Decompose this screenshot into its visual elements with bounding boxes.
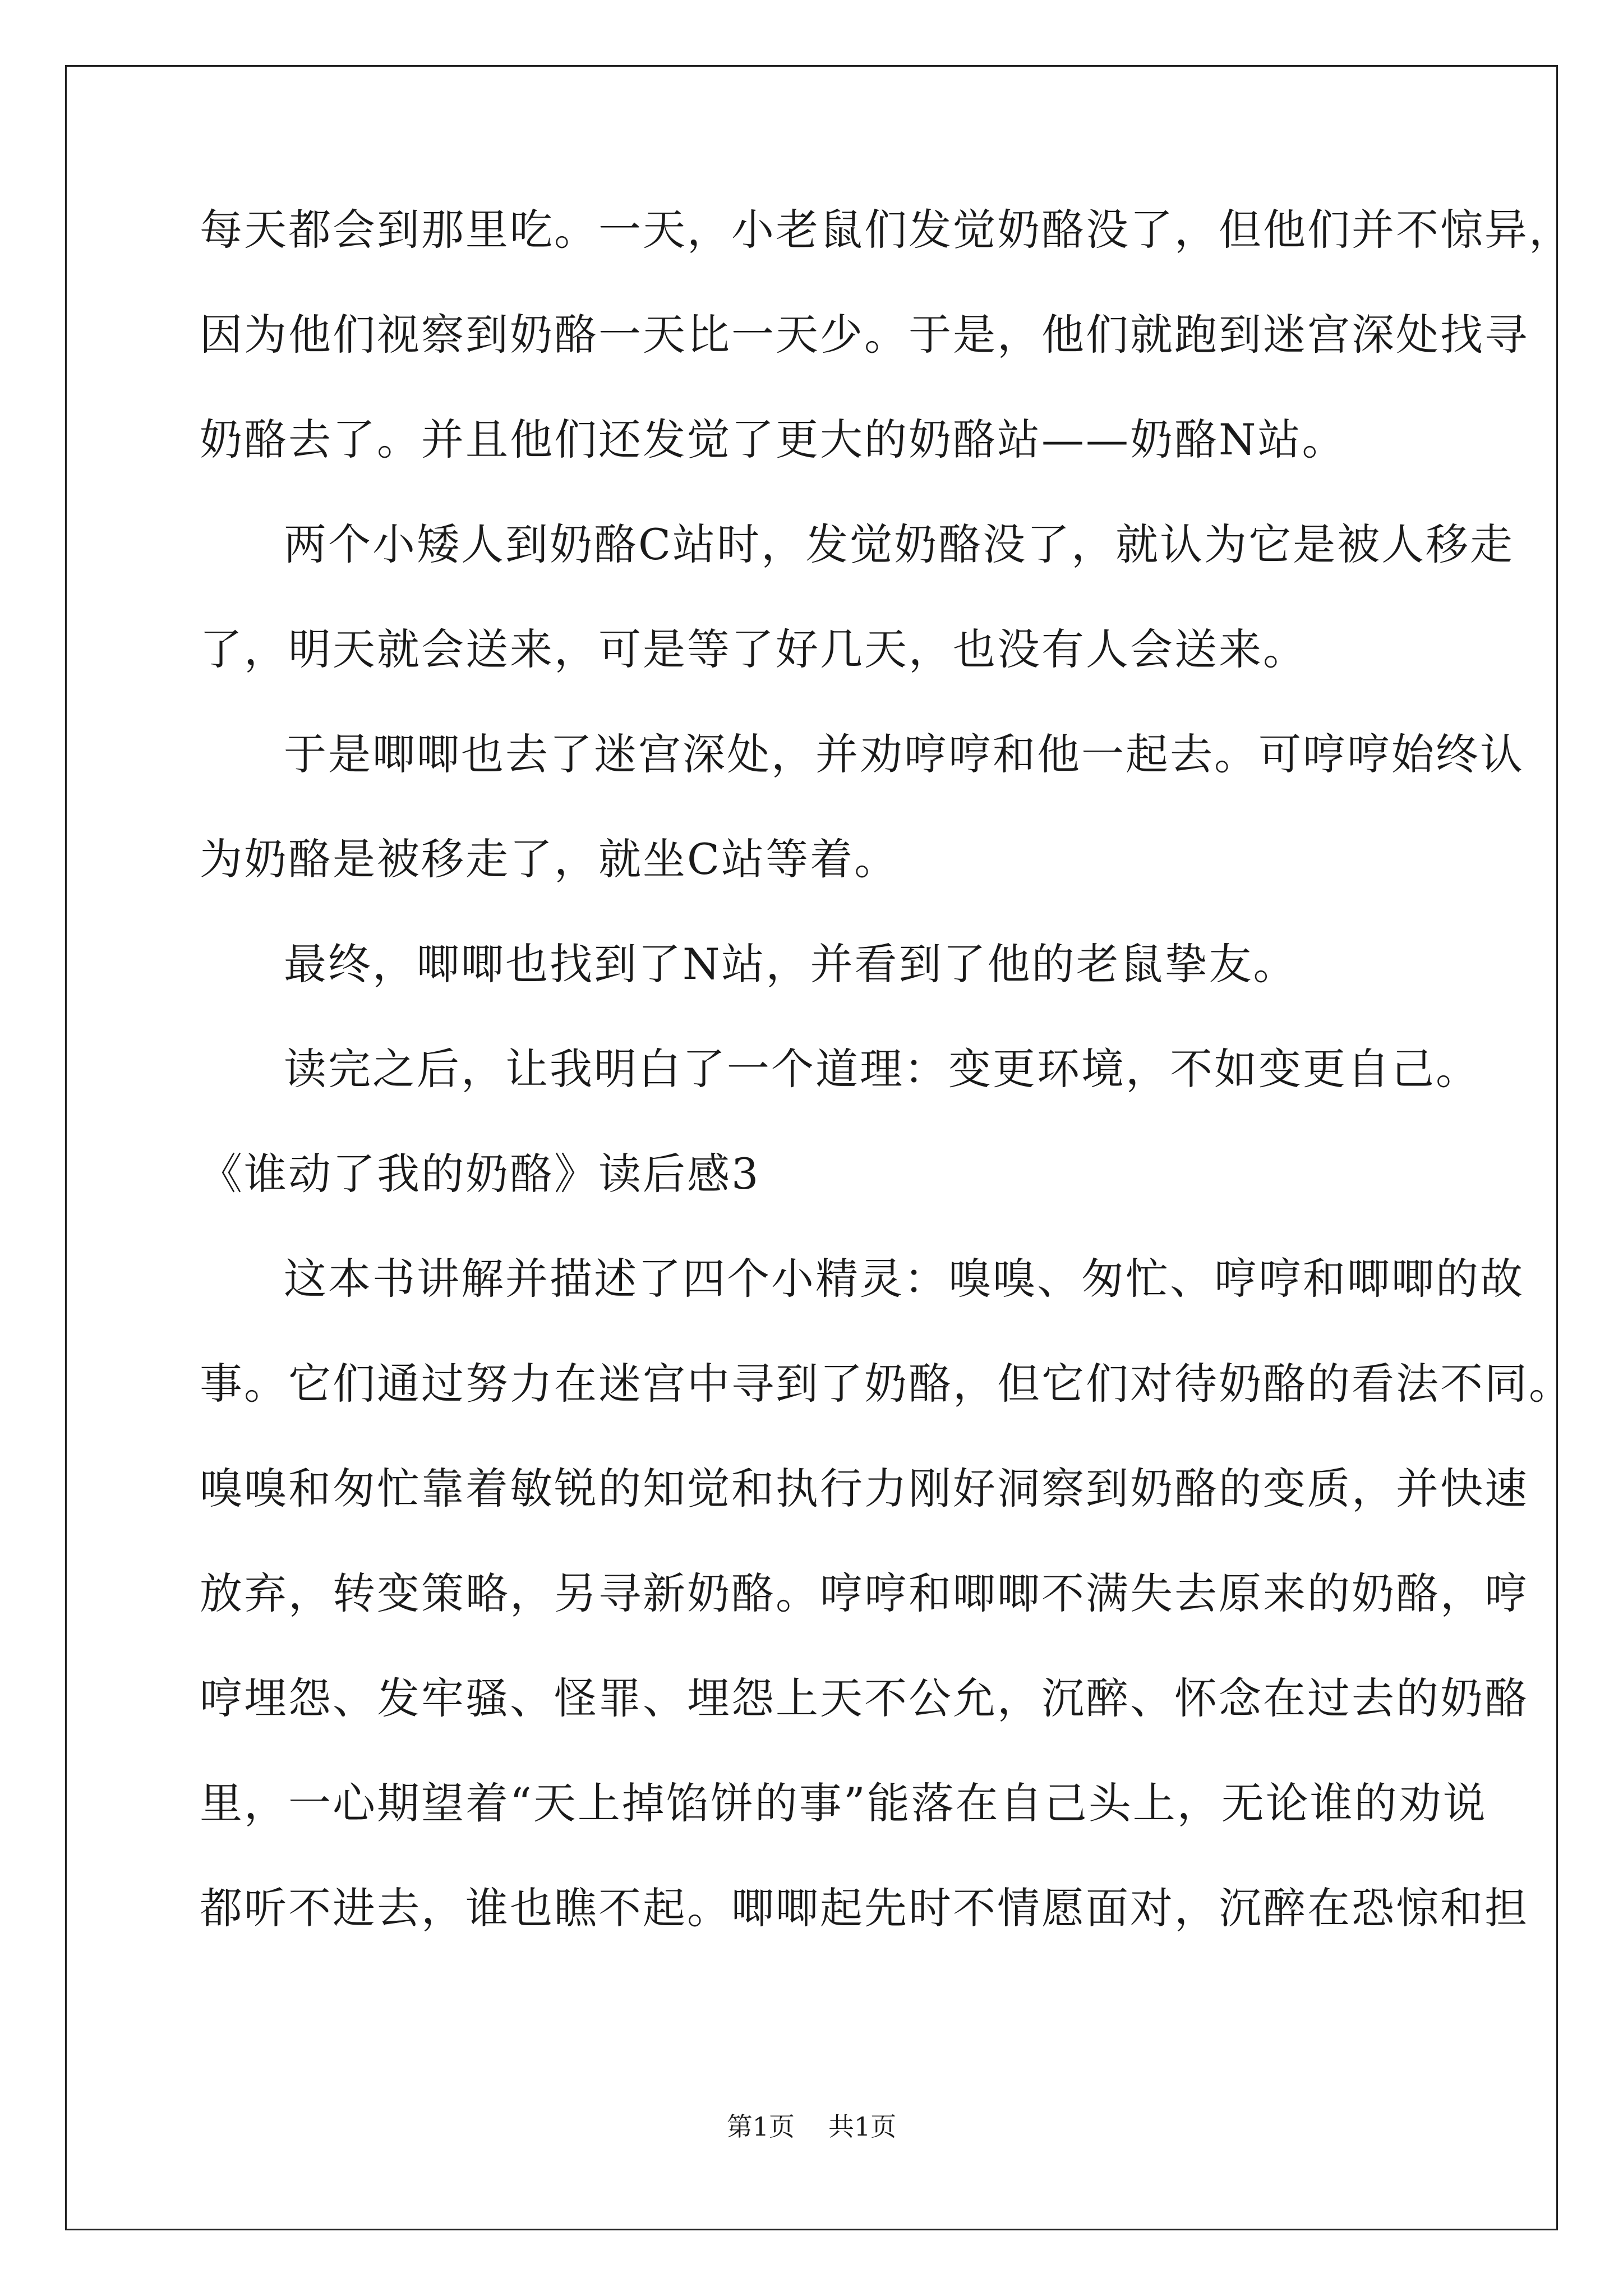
text-line: 事。它们通过努力在迷宫中寻到了奶酪，但它们对待奶酪的看法不同。: [200, 1359, 1573, 1409]
document-body: [200, 205, 1573, 1992]
text-line: 放弃，转变策略，另寻新奶酪。哼哼和唧唧不满失去原来的奶酪，哼: [200, 1568, 1529, 1618]
text-line: 哼埋怨、发牢骚、怪罪、埋怨上天不公允，沉醉、怀念在过去的奶酪: [200, 1673, 1529, 1723]
text-line: 嗅嗅和匆忙靠着敏锐的知觉和执行力刚好洞察到奶酪的变质，并快速: [200, 1464, 1529, 1513]
text-line: 奶酪去了。并且他们还发觉了更大的奶酪站——奶酪N站。: [200, 415, 1347, 464]
text-line: 里，一心期望着“天上掉馅饼的事”能落在自己头上，无论谁的劝说: [200, 1778, 1487, 1828]
page-footer: [0, 2111, 1623, 2142]
section-heading: 《谁动了我的奶酪》读后感3: [200, 1149, 760, 1199]
page-number: 第1页: [726, 2111, 795, 2142]
text-line: 每天都会到那里吃。一天，小老鼠们发觉奶酪没了，但他们并不惊异，: [200, 205, 1573, 255]
text-line: 这本书讲解并描述了四个小精灵：嗅嗅、匆忙、哼哼和唧唧的故: [284, 1254, 1524, 1304]
text-line: 于是唧唧也去了迷宫深处，并劝哼哼和他一起去。可哼哼始终认: [284, 729, 1524, 779]
text-line: 因为他们视察到奶酪一天比一天少。于是，他们就跑到迷宫深处找寻: [200, 310, 1529, 360]
text-line: 两个小矮人到奶酪C站时，发觉奶酪没了，就认为它是被人移走: [284, 519, 1515, 569]
text-line: 为奶酪是被移走了，就坐C站等着。: [200, 834, 899, 884]
page-total: 共1页: [828, 2111, 897, 2142]
text-line: 读完之后，让我明白了一个道理：变更环境，不如变更自己。: [284, 1044, 1480, 1094]
text-line: 最终，唧唧也找到了N站，并看到了他的老鼠挚友。: [284, 939, 1298, 989]
text-line: 都听不进去，谁也瞧不起。唧唧起先时不情愿面对，沉醉在恐惊和担: [200, 1883, 1529, 1933]
text-line: 了，明天就会送来，可是等了好几天，也没有人会送来。: [200, 624, 1307, 674]
